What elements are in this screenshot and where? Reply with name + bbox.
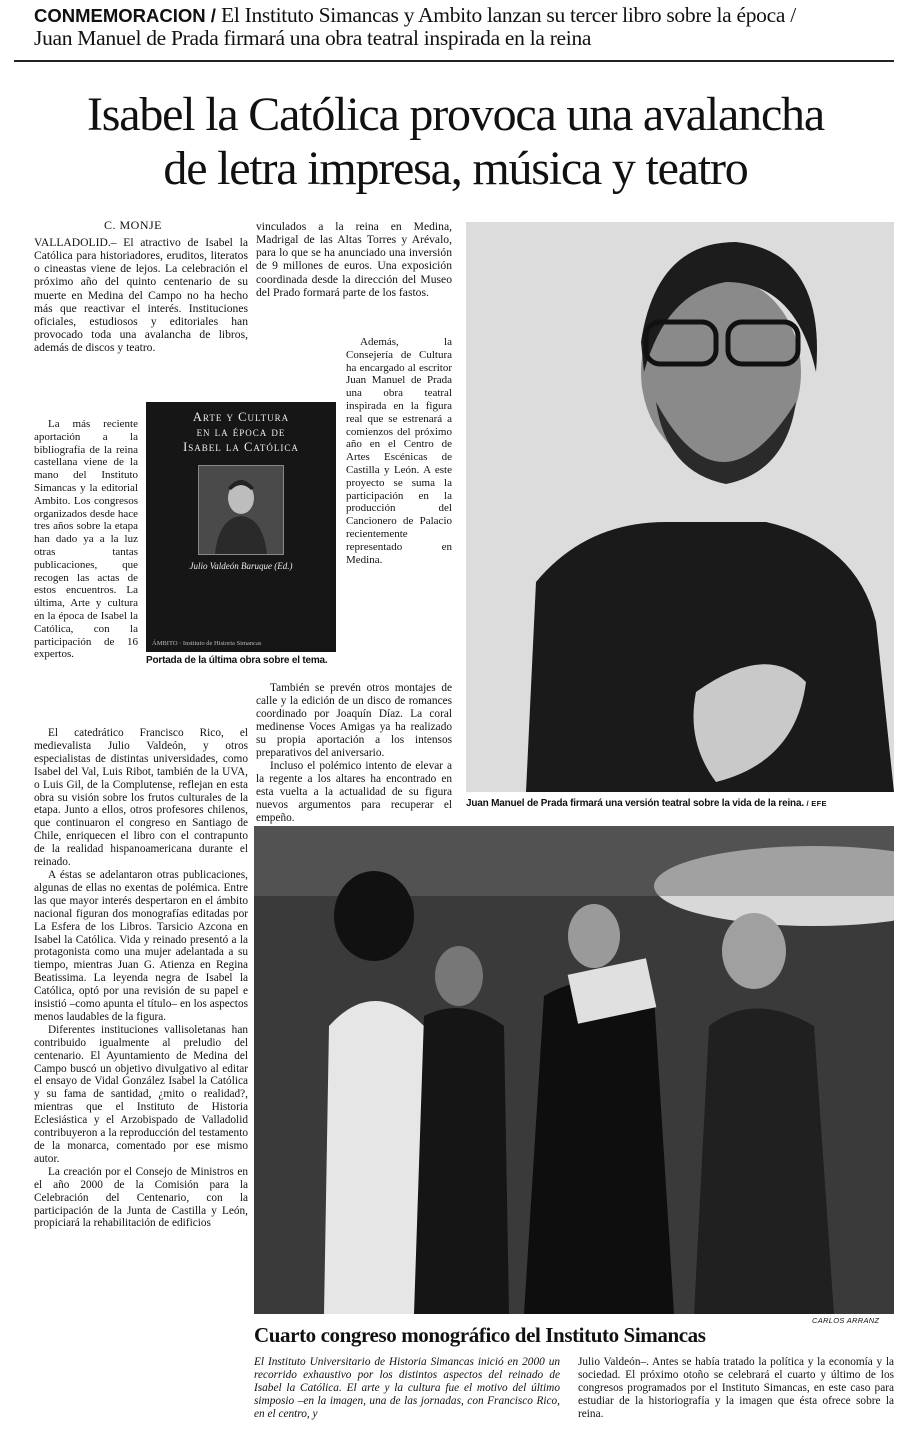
headline-line-2: de letra impresa, música y teatro bbox=[163, 142, 748, 195]
book-publisher: ÁMBITO · Instituto de Historia Simancas bbox=[152, 640, 262, 647]
portrait-photo bbox=[466, 222, 894, 792]
paragraph: El Instituto Universitario de Historia Simancas inició en 2000 un recorrido exhaustivo por los distintos aspectos del reinado de Isabel la Católica. El arte y la cultura fue el motivo del último simposio –en la imagen, una de las jornadas, con Francisco Rico, en el centro, y bbox=[254, 1356, 560, 1420]
portrait-figure-icon bbox=[199, 466, 283, 554]
kicker bbox=[34, 4, 894, 50]
column-2-narrow bbox=[346, 336, 452, 566]
congress-text-right bbox=[578, 1356, 894, 1421]
paragraph: También se prevén otros montajes de calle y la edición de un disco de romances coordinado por Joaquín Díaz. La coral medinense Voces Amigas ya ha realizado su propia aportación a los intensos preparativos del aniversario. bbox=[256, 682, 452, 759]
headline bbox=[18, 88, 893, 196]
paragraph: Además, la Consejería de Cultura ha encargado al escritor Juan Manuel de Prada una obra teatral inspirada en la figura real que se estrenará a comienzos del próximo año en el Centro de Artes Escénicas de Castilla y León. A este proyecto se suma la participación en la producción del Cancionero de Palacio recientemente representado en Medina. bbox=[346, 336, 452, 566]
congress-photo bbox=[254, 826, 894, 1314]
paragraph: VALLADOLID.– El atractivo de Isabel la Católica para historiadores, eruditos, literatos o cineastas viene de lejos. La celebración el próximo año del quinto centenario de su muerte en Medina del Campo no ha hecho más que reactivar el interés. Instituciones oficiales, estudiosos y editoriales han provocado toda una avalancha de libros, además de discos y teatro. bbox=[34, 236, 248, 355]
book-caption: Portada de la última obra sobre el tema. bbox=[146, 655, 328, 666]
paragraph: El catedrático Francisco Rico, el medievalista Julio Valdeón, y otros especialistas de distintas universidades, como Isabel del Val, Luis Ribot, también de la UVA, o Luis Gil, de la Complutense, reflejan en esta obra su visión sobre los frutos culturales de la etapa. Junto a ellos, otros profesores chilenos, que continuaron el congreso en Santiago de Chile, enriquecen el libro con el contrapunto de la realidad hispanoamericana durante el reinado. bbox=[34, 727, 248, 869]
byline: C. MONJE bbox=[104, 218, 163, 232]
book-title-line-1: Arte y Cultura bbox=[192, 410, 290, 424]
paragraph: Diferentes instituciones vallisoletanas han contribuido igualmente al preludio del centenario. El Ayuntamiento de Medina del Campo buscó un objetivo divulgativo al editar el ensayo de Vidal González Isabel la Católica y su fama de santidad, ¿mito o realidad?, mientras que el Instituto de Historia Eclesiástica y el Arzobispado de Valladolid contribuyeron a la reproducción del testamento de la monarca, comentado por ese mismo autor. bbox=[34, 1023, 248, 1165]
book-portrait-image bbox=[198, 465, 284, 555]
book-cover-image bbox=[146, 402, 336, 652]
paragraph: vinculados a la reina en Medina, Madrigal de las Altas Torres y Arévalo, para lo que se ha anunciado una inversión de 9 millones de euros. Una exposición coordinada desde la dirección del Museo del Prado formará parte de los fastos. bbox=[256, 220, 452, 299]
column-1 bbox=[34, 236, 248, 354]
photo-caption-text: Juan Manuel de Prada firmará una versión teatral sobre la vida de la reina. bbox=[466, 798, 804, 809]
column-2-lower bbox=[256, 682, 452, 825]
book-title-line-2: en la época de bbox=[196, 425, 286, 439]
column-1-narrow bbox=[34, 418, 138, 661]
section-label: CONMEMORACION / bbox=[34, 5, 216, 26]
headline-line-1: Isabel la Católica provoca una avalancha bbox=[87, 88, 824, 141]
book-title-line-3: Isabel la Católica bbox=[183, 440, 299, 454]
photo2-credit: CARLOS ARRANZ bbox=[812, 1316, 880, 1325]
column-1-lower bbox=[34, 727, 248, 1230]
man-portrait-icon bbox=[466, 222, 894, 792]
paragraph: Julio Valdeón–. Antes se había tratado la política y la economía y la sociedad. El próximo otoño se celebrará el cuarto y último de los congresos programados por el Instituto Simancas, en este caso para estudiar de la historiografía y la imagen que ésta ofrece sobre la reina. bbox=[578, 1356, 894, 1420]
book-author: Julio Valdeón Baruque (Ed.) bbox=[189, 561, 293, 571]
congress-title: Cuarto congreso monográfico del Instituto Simancas bbox=[254, 1323, 706, 1347]
group-of-people-icon bbox=[254, 826, 894, 1314]
paragraph: A éstas se adelantaron otras publicaciones, algunas de ellas no exentas de polémica. Entre las que mayor interés despertaron en el ámbito nacional figuran dos monografías editadas por La Esfera de los Libros. Tarsicio Azcona en Isabel la Católica. Vida y reinado presentó a la protagonista como una mujer adelantada a su tiempo, mientras Juan G. Atienza en Regina Beatissima. La leyenda negra de Isabel la Católica, optó por una revisión de su papel e insistió –como apunta el título– en los aspectos menos laudables de la figura. bbox=[34, 868, 248, 1023]
paragraph: La creación por el Consejo de Ministros en el año 2000 de la Comisión para la Celebración del Centenario, con la participación de la Junta de Castilla y León, propiciará la rehabilitación de edificios bbox=[34, 1165, 248, 1230]
photo-caption bbox=[466, 798, 896, 809]
kicker-line-2: Juan Manuel de Prada firmará una obra teatral inspirada en la reina bbox=[34, 26, 592, 50]
paragraph: Incluso el polémico intento de elevar a la regente a los altares ha encontrado en esta vuelta a la actualidad de su figura nuevos argumentos para recuperar el empeño. bbox=[256, 760, 452, 824]
paragraph: La más reciente aportación a la bibliografía de la reina castellana viene de la mano del Instituto Simancas y la editorial Ambito. Los congresos organizados desde hace tres años sobre la etapa han dado ya a la luz otras tantas publicaciones, que recogen las actas de estos encuentros. La última, Arte y cultura en la época de Isabel la Católica, con la participación de 16 expertos. bbox=[34, 418, 138, 661]
photo-credit: / EFE bbox=[806, 799, 827, 808]
top-rule bbox=[14, 60, 894, 62]
column-2 bbox=[256, 220, 452, 299]
kicker-line-1: El Instituto Simancas y Ambito lanzan su tercer libro sobre la época / bbox=[221, 3, 796, 27]
congress-text-left bbox=[254, 1356, 560, 1421]
